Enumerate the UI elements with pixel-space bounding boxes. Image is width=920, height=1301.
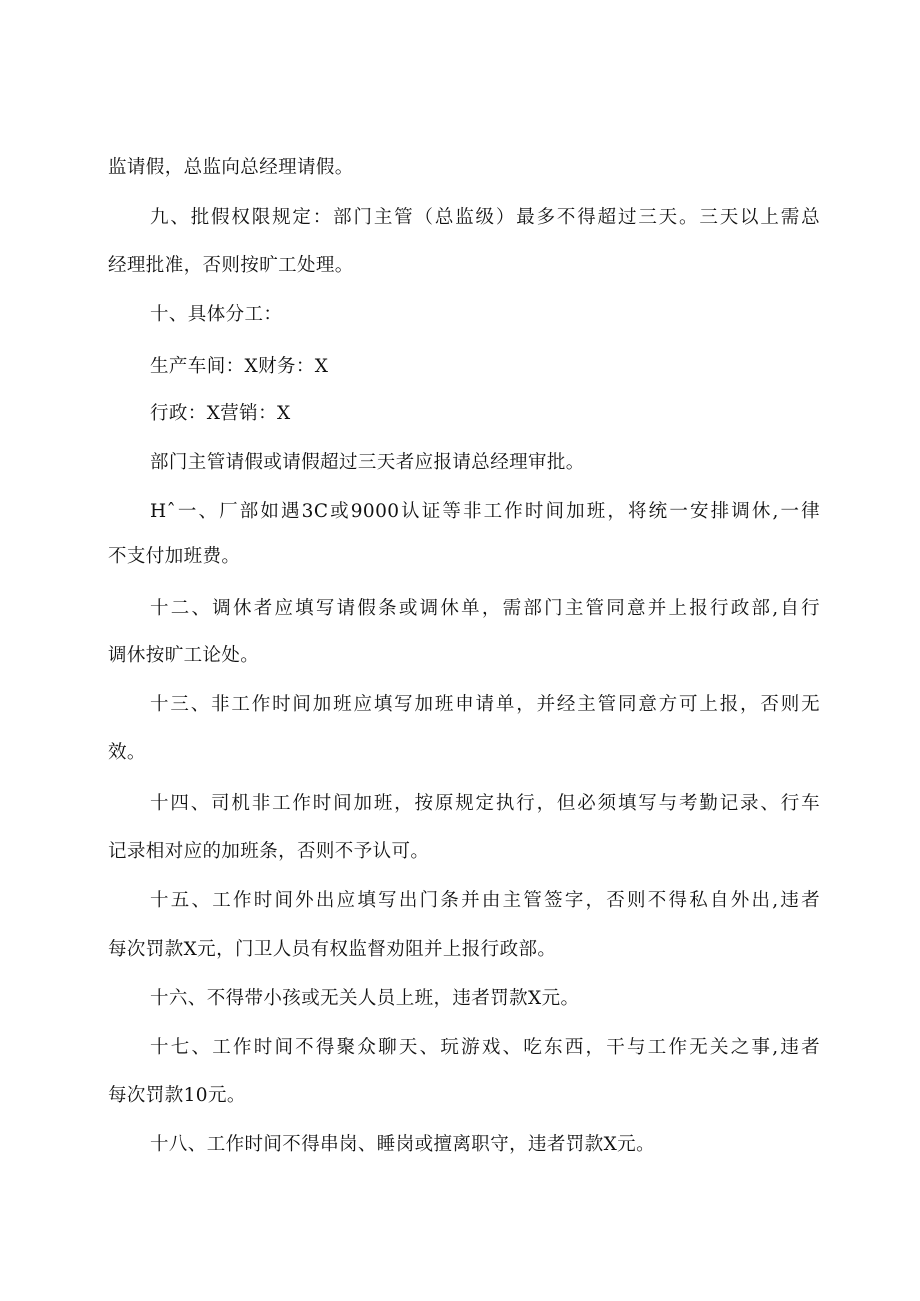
text-line: 每次罚款X元，门卫人员有权监督劝阻并上报行政部。 bbox=[108, 939, 557, 960]
text-line: 调休按旷工论处。 bbox=[108, 645, 260, 666]
text-line: 经理批准，否则按旷工处理。 bbox=[108, 255, 354, 276]
clause-17: 十七、工作时间不得聚众聊天、玩游戏、吃东西，干与工作无关之事,违者 bbox=[150, 1037, 820, 1058]
text-line: 部门主管请假或请假超过三天者应报请总经理审批。 bbox=[150, 452, 585, 473]
clause-12: 十二、调休者应填写请假条或调休单，需部门主管同意并上报行政部,自行 bbox=[150, 598, 820, 619]
clause-18: 十八、工作时间不得串岗、睡岗或擅离职守，违者罚款X元。 bbox=[150, 1134, 655, 1155]
text-line: 每次罚款10元。 bbox=[108, 1085, 246, 1106]
clause-11: Hˆ一、厂部如遇3C或9000认证等非工作时间加班，将统一安排调休,一律 bbox=[150, 501, 820, 522]
text-line: 记录相对应的加班条，否则不予认可。 bbox=[108, 841, 430, 862]
clause-16: 十六、不得带小孩或无关人员上班，违者罚款X元。 bbox=[150, 988, 580, 1009]
text-line: 监请假，总监向总经理请假。 bbox=[108, 157, 354, 178]
text-line: 不支付加班费。 bbox=[108, 546, 241, 567]
text-line: 生产车间：X财务：X bbox=[150, 356, 329, 377]
clause-13: 十三、非工作时间加班应填写加班申请单，并经主管同意方可上报，否则无 bbox=[150, 694, 820, 715]
clause-14: 十四、司机非工作时间加班，按原规定执行，但必须填写与考勤记录、行车 bbox=[150, 793, 820, 814]
clause-15: 十五、工作时间外出应填写出门条并由主管签字，否则不得私自外出,违者 bbox=[150, 890, 820, 911]
text-line: 效。 bbox=[108, 742, 146, 763]
clause-10: 十、具体分工： bbox=[150, 304, 283, 325]
text-line: 行政：X营销：X bbox=[150, 403, 291, 424]
clause-9: 九、批假权限规定：部门主管（总监级）最多不得超过三天。三天以上需总 bbox=[150, 207, 820, 228]
